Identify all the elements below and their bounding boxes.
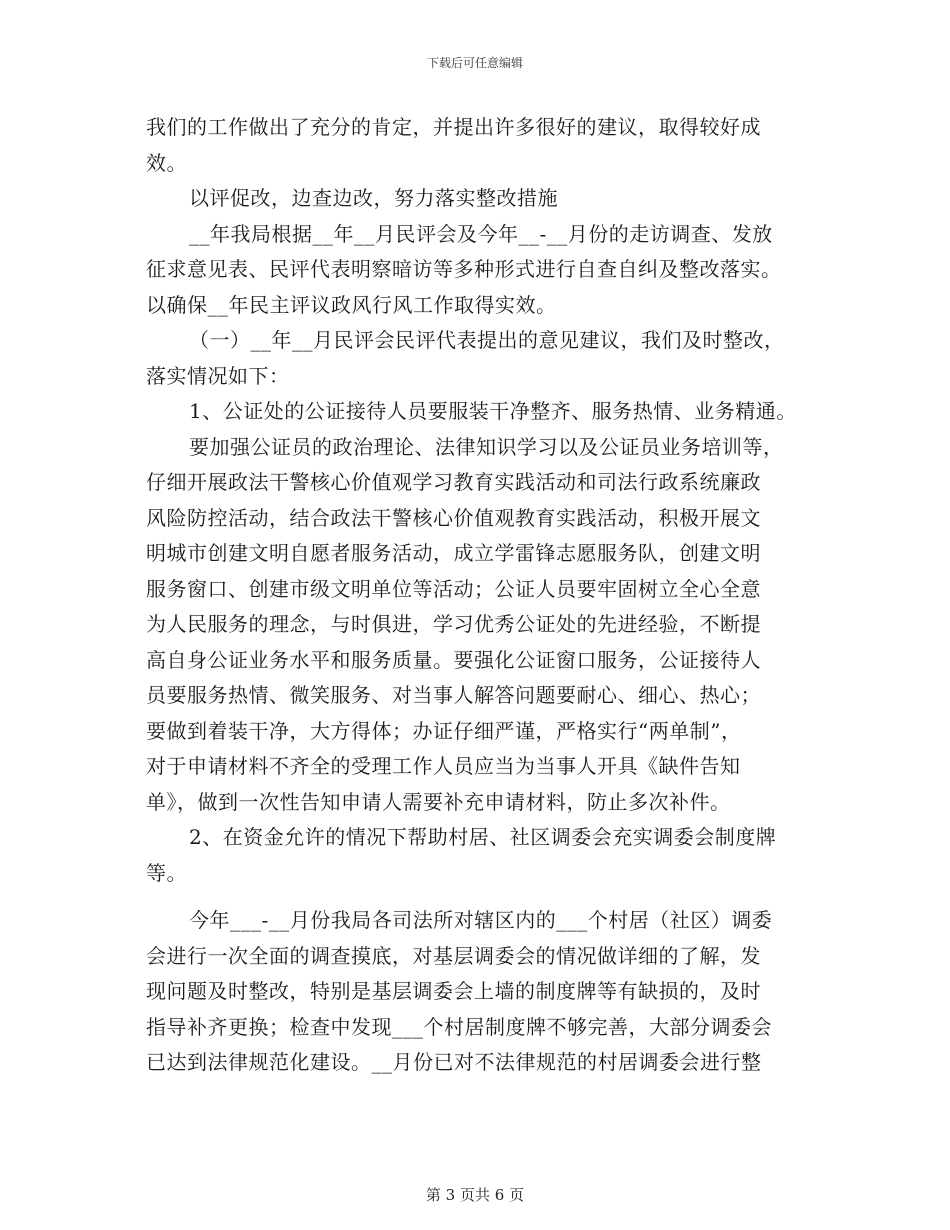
text-line: __年我局根据__年__月民评会及今年__-__月份的走访调查、发放 [189,221,773,246]
text-line: 对于申请材料不齐全的受理工作人员应当为当事人开具《缺件告知 [146,754,741,778]
text-line: 今年___-__月份我局各司法所对辖区内的___个村居（社区）调委 [189,908,773,932]
text-line: 单》，做到一次性告知申请人需要补充申请材料，防止多次补件。 [146,789,731,814]
text-line: 2、在资金允许的情况下帮助村居、社区调委会充实调委会制度牌 [189,825,777,849]
text-line: 明城市创建文明自愿者服务活动，成立学雷锋志愿服务队，创建文明 [146,541,761,565]
page-header: 下载后可任意编辑 [426,56,523,70]
text-line: 落实情况如下： [146,363,290,388]
text-line: 等。 [146,860,187,885]
text-line: 员要服务热情、微笑服务、对当事人解答问题要耐心、细心、热心； [146,683,761,707]
text-line: （一）__年__月民评会民评代表提出的意见建议，我们及时整改， [189,328,785,352]
text-line: 征求意见表、民评代表明察暗访等多种形式进行自查自纠及整改落实。 [146,257,782,281]
text-line: 指导补齐更换；检查中发现___个村居制度牌不够完善，大部分调委会 [146,1014,772,1039]
text-line: 已达到法律规范化建设。__月份已对不法律规范的村居调委会进行整 [146,1050,762,1074]
text-line: 要加强公证员的政治理论、法律知识学习以及公证员业务培训等， [189,434,784,459]
text-line: 风险防控活动，结合政法干警核心价值观教育实践活动，积极开展文 [146,505,761,530]
text-line: 服务窗口、创建市级文明单位等活动；公证人员要牢固树立全心全意 [146,576,761,601]
text-line: 以确保__年民主评议政风行风工作取得实效。 [146,292,557,317]
text-line: 会进行一次全面的调查摸底，对基层调委会的情况做详细的了解，发 [146,943,761,968]
text-line: 效。 [146,150,187,175]
text-line: 为人民服务的理念，与时俱进，学习优秀公证处的先进经验，不断提 [146,612,761,636]
text-line: 高自身公证业务水平和服务质量。要强化公证窗口服务，公证接待人 [146,647,761,672]
text-line: 现问题及时整改，特别是基层调委会上墙的制度牌等有缺损的，及时 [146,979,761,1003]
document-body [146,110,836,1081]
text-line: 我们的工作做出了充分的肯定，并提出许多很好的建议，取得较好成 [146,115,761,139]
text-line: 1、公证处的公证接待人员要服装干净整齐、服务热情、业务精通。 [189,399,797,423]
text-line: 要做到着装干净，大方得体；办证仔细严谨，严格实行“两单制”， [146,718,742,743]
paragraph-gap [146,891,836,903]
text-line: 仔细开展政法干警核心价值观学习教育实践活动和司法行政系统廉政 [146,470,761,494]
page-footer: 第 3 页共 6 页 [425,1186,525,1204]
section-heading: 以评促改，边查边改，努力落实整改措施 [189,186,558,210]
